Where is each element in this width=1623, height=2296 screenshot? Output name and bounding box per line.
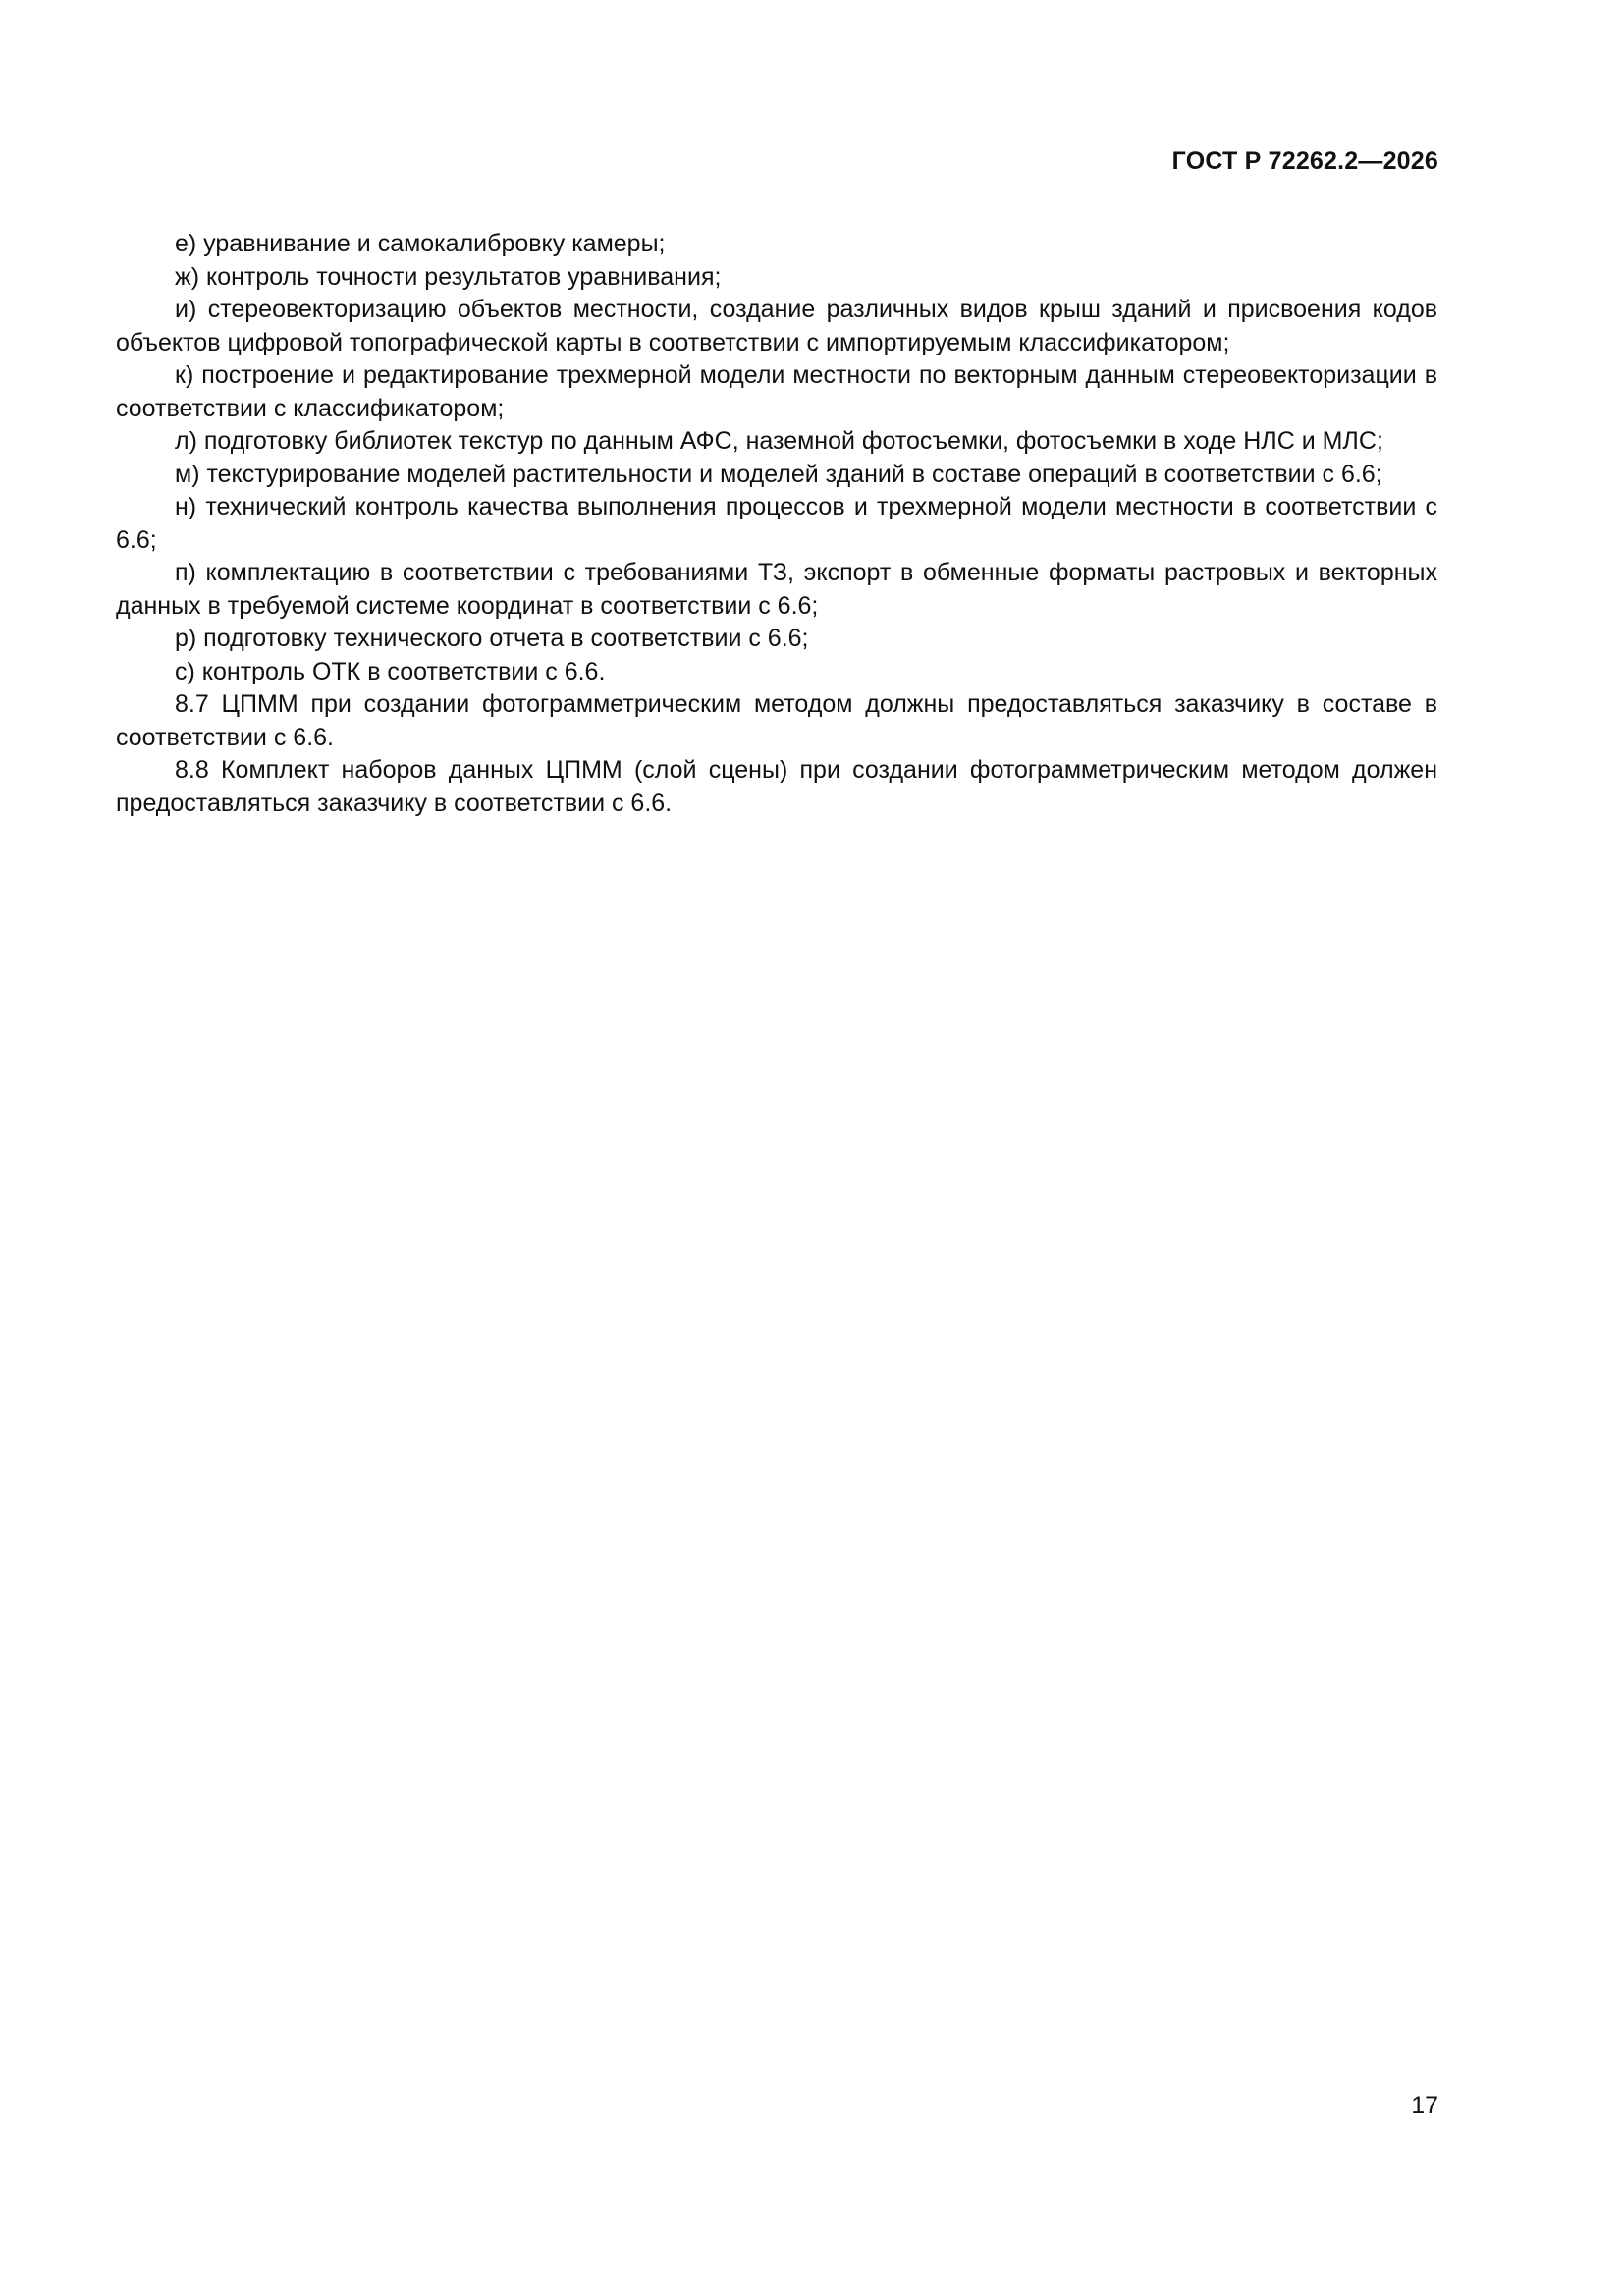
document-body — [116, 228, 1437, 820]
list-item-i: и) стереовекторизацию объектов местности, создание различных видов крыш зданий и присвоения кодов объектов цифровой топографической карты в соответствии с импортируемым классификатором; — [116, 296, 1437, 356]
list-item-l: л) подготовку библиотек текстур по данным АФС, наземной фотосъемки, фотосъемки в ходе НЛС и МЛС; — [175, 427, 1383, 455]
clause-8-7: 8.7 ЦПММ при создании фотограмметрическим методом должны предоставляться заказчику в составе в соответствии с 6.6. — [116, 690, 1437, 751]
document-designation: ГОСТ Р 72262.2—2026 — [1171, 147, 1438, 175]
list-item-s: с) контроль ОТК в соответствии с 6.6. — [175, 657, 606, 685]
list-item-k: к) построение и редактирование трехмерной модели местности по векторным данным стереовекторизации в соответствии с классификатором; — [116, 361, 1437, 422]
list-item-m: м) текстурирование моделей растительности и моделей зданий в составе операций в соответствии с 6.6; — [175, 460, 1382, 488]
list-item-r: р) подготовку технического отчета в соответствии с 6.6; — [175, 625, 809, 652]
clause-8-8: 8.8 Комплект наборов данных ЦПММ (слой сцены) при создании фотограмметрическим методом должен предоставляться заказчику в соответствии с 6.6. — [116, 756, 1437, 817]
list-item-zh: ж) контроль точности результатов уравнивания; — [175, 262, 722, 291]
list-item-p: п) комплектацию в соответствии с требованиями ТЗ, экспорт в обменные форматы растровых и векторных данных в требуемой системе координат в соответствии с 6.6; — [116, 559, 1437, 620]
list-item-e: е) уравнивание и самокалибровку камеры; — [175, 230, 666, 257]
list-item-n: н) технический контроль качества выполнения процессов и трехмерной модели местности в соответствии с 6.6; — [116, 493, 1437, 554]
page-number: 17 — [1411, 2092, 1438, 2119]
